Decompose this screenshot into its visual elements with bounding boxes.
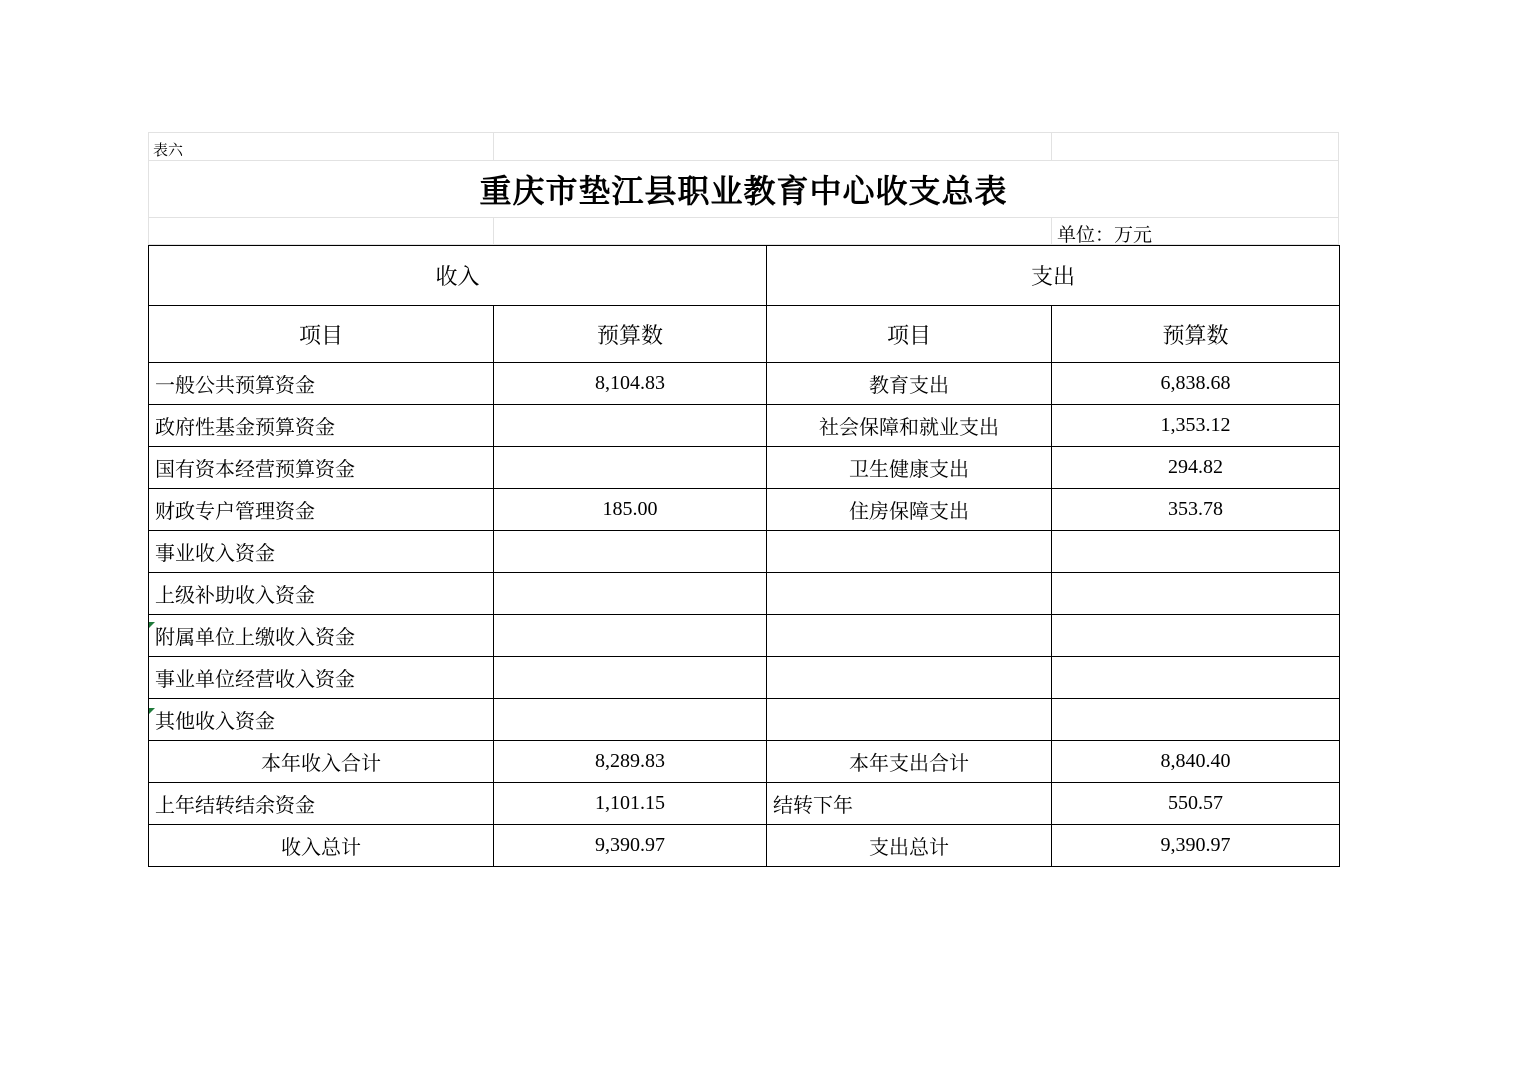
cell-marker-icon — [149, 708, 155, 714]
table-row — [149, 447, 1340, 489]
expense-amount: 294.82 — [1052, 447, 1340, 489]
income-year-total-amount: 8,289.83 — [494, 741, 767, 783]
gridline — [148, 160, 1339, 161]
expense-amount — [1052, 699, 1340, 741]
table-row — [149, 489, 1340, 531]
grand-total-row — [149, 825, 1340, 867]
income-grand-total-label: 收入总计 — [149, 825, 494, 867]
income-item: 国有资本经营预算资金 — [149, 447, 494, 489]
table-row — [149, 657, 1340, 699]
page-title: 重庆市垫江县职业教育中心收支总表 — [479, 172, 1008, 210]
income-amount — [494, 657, 767, 699]
income-amount — [494, 405, 767, 447]
section-header-row — [149, 246, 1340, 306]
expense-item: 教育支出 — [767, 363, 1052, 405]
expense-item-header: 项目 — [767, 306, 1052, 363]
income-item: 财政专户管理资金 — [149, 489, 494, 531]
expense-amount — [1052, 657, 1340, 699]
income-item: 一般公共预算资金 — [149, 363, 494, 405]
expense-grand-total-label: 支出总计 — [767, 825, 1052, 867]
income-item: 事业收入资金 — [149, 531, 494, 573]
income-budget-header: 预算数 — [494, 306, 767, 363]
income-item: 事业单位经营收入资金 — [149, 657, 494, 699]
gridline — [493, 132, 494, 160]
income-item: 其他收入资金 — [149, 699, 494, 741]
table-row — [149, 363, 1340, 405]
expense-amount — [1052, 573, 1340, 615]
expense-budget-header: 预算数 — [1052, 306, 1340, 363]
income-amount — [494, 615, 767, 657]
income-year-total-label: 本年收入合计 — [149, 741, 494, 783]
income-amount: 8,104.83 — [494, 363, 767, 405]
carry-over-row — [149, 783, 1340, 825]
expense-item — [767, 657, 1052, 699]
gridline — [148, 132, 1339, 133]
expense-item — [767, 699, 1052, 741]
expense-year-total-amount: 8,840.40 — [1052, 741, 1340, 783]
gridline — [1051, 132, 1052, 160]
gridline — [148, 217, 1339, 218]
sheet-label: 表六 — [153, 141, 184, 159]
expense-grand-total-amount: 9,390.97 — [1052, 825, 1340, 867]
income-carry-amount: 1,101.15 — [494, 783, 767, 825]
table-row — [149, 531, 1340, 573]
expense-item: 住房保障支出 — [767, 489, 1052, 531]
table-row — [149, 405, 1340, 447]
income-item: 上级补助收入资金 — [149, 573, 494, 615]
income-amount — [494, 531, 767, 573]
income-item: 附属单位上缴收入资金 — [149, 615, 494, 657]
expense-section-header: 支出 — [767, 246, 1340, 306]
income-amount — [494, 573, 767, 615]
table-row — [149, 573, 1340, 615]
table-row — [149, 699, 1340, 741]
expense-amount: 353.78 — [1052, 489, 1340, 531]
income-amount — [494, 447, 767, 489]
income-amount: 185.00 — [494, 489, 767, 531]
unit-label: 单位：万元 — [1057, 224, 1153, 246]
income-item-header: 项目 — [149, 306, 494, 363]
income-carry-label: 上年结转结余资金 — [149, 783, 494, 825]
column-header-row — [149, 306, 1340, 363]
income-section-header: 收入 — [149, 246, 767, 306]
table-row — [149, 615, 1340, 657]
expense-year-total-label: 本年支出合计 — [767, 741, 1052, 783]
income-grand-total-amount: 9,390.97 — [494, 825, 767, 867]
budget-summary-table — [148, 245, 1340, 867]
income-item: 政府性基金预算资金 — [149, 405, 494, 447]
gridline — [1051, 217, 1052, 245]
expense-amount: 6,838.68 — [1052, 363, 1340, 405]
expense-amount: 1,353.12 — [1052, 405, 1340, 447]
income-amount — [494, 699, 767, 741]
expense-carry-amount: 550.57 — [1052, 783, 1340, 825]
gridline — [493, 217, 494, 245]
expense-item — [767, 531, 1052, 573]
expense-item — [767, 573, 1052, 615]
year-total-row — [149, 741, 1340, 783]
expense-amount — [1052, 531, 1340, 573]
expense-item: 社会保障和就业支出 — [767, 405, 1052, 447]
expense-item — [767, 615, 1052, 657]
cell-marker-icon — [149, 622, 155, 628]
expense-carry-label: 结转下年 — [767, 783, 1052, 825]
expense-item: 卫生健康支出 — [767, 447, 1052, 489]
expense-amount — [1052, 615, 1340, 657]
